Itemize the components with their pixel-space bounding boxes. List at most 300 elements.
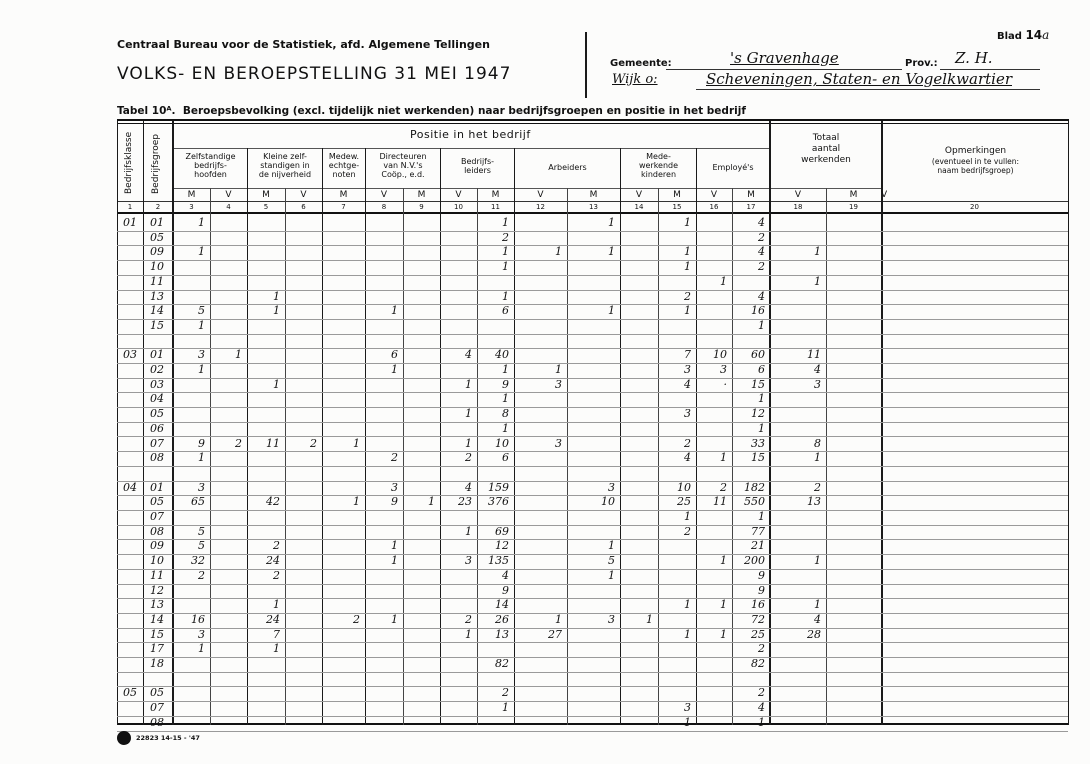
groep-code: 07 [150, 510, 164, 523]
value-cell: 11 [266, 437, 280, 450]
value-cell: 2 [684, 437, 691, 450]
table-bottom-border [117, 723, 1069, 725]
value-cell: 2 [198, 569, 205, 582]
value-cell: 1 [684, 304, 691, 317]
value-cell: 6 [502, 451, 509, 464]
value-cell: 4 [502, 569, 509, 582]
value-cell: 1 [198, 363, 205, 376]
value-cell: 16 [751, 598, 765, 611]
value-cell: 2 [758, 231, 765, 244]
klasse-code: 05 [123, 686, 137, 699]
groep-code: 14 [150, 613, 164, 626]
column-number: 7 [341, 203, 346, 211]
value-cell: 182 [744, 481, 765, 494]
row-rule [117, 363, 1068, 364]
value-cell: 1 [198, 319, 205, 332]
value-cell: 3 [198, 348, 205, 361]
mv-label: M [849, 190, 858, 200]
value-cell: 1 [608, 304, 615, 317]
row-rule [117, 436, 1068, 437]
value-cell: 9 [758, 569, 765, 582]
value-cell: 25 [751, 628, 765, 641]
provincie-label: Prov.: [905, 58, 938, 69]
column-number: 6 [301, 203, 306, 211]
value-cell: 3 [720, 363, 727, 376]
value-cell: 4 [465, 481, 472, 494]
value-cell: 1 [391, 363, 398, 376]
row-rule [117, 657, 1068, 658]
gemeente-label: Gemeente: [610, 58, 672, 69]
mv-label: V [455, 190, 462, 200]
column-number: 20 [970, 203, 979, 211]
value-cell: 11 [713, 495, 727, 508]
mv-label: V [380, 190, 388, 200]
value-cell: 3 [608, 481, 615, 494]
value-cell: · [723, 378, 727, 391]
mv-label: M [262, 190, 270, 200]
value-cell: 2 [235, 437, 242, 450]
groep-code: 04 [150, 392, 164, 405]
value-cell: 1 [198, 216, 205, 229]
value-cell: 27 [548, 628, 562, 641]
value-cell: 4 [758, 245, 765, 258]
value-cell: 7 [273, 628, 280, 641]
col-header-totaal: Totaal aantal werkenden [801, 133, 851, 165]
value-cell: 1 [465, 437, 472, 450]
value-cell: 1 [814, 554, 821, 567]
column-number: 2 [155, 203, 161, 211]
form-code: 22823 14-15 - '47 [136, 734, 200, 742]
value-cell: 82 [751, 657, 765, 670]
value-cell: 1 [273, 642, 280, 655]
value-cell: 1 [684, 216, 691, 229]
value-cell: 1 [646, 613, 653, 626]
value-cell: 1 [198, 642, 205, 655]
value-cell: 376 [488, 495, 509, 508]
value-cell: 1 [465, 628, 472, 641]
mv-label: M [491, 190, 500, 200]
value-cell: 2 [391, 451, 398, 464]
census-title: VOLKS- EN BEROEPSTELLING 31 MEI 1947 [117, 64, 512, 84]
printer-logo-icon [117, 731, 131, 745]
row-rule [117, 731, 1068, 732]
groep-code: 01 [150, 481, 164, 494]
value-cell: 9 [391, 495, 398, 508]
value-cell: 42 [266, 495, 280, 508]
provincie-value: Z. H. [955, 49, 993, 67]
value-cell: 5 [198, 539, 205, 552]
groep-code: 13 [150, 290, 164, 303]
groep-code: 06 [150, 422, 164, 435]
row-rule [117, 716, 1068, 717]
mv-split [826, 188, 827, 725]
value-cell: 4 [465, 348, 472, 361]
value-cell: 1 [502, 216, 509, 229]
value-cell: 1 [608, 539, 615, 552]
value-cell: 12 [495, 539, 509, 552]
value-cell: 1 [502, 422, 509, 435]
value-cell: 1 [720, 275, 727, 288]
value-cell: 1 [273, 378, 280, 391]
mv-label: V [635, 190, 643, 200]
value-cell: 1 [758, 716, 765, 729]
value-cell: 28 [807, 628, 821, 641]
value-cell: 72 [751, 613, 765, 626]
col-header-kleine: Kleine zelf- standigen in de nijverheid [258, 152, 312, 179]
groep-code: 13 [150, 598, 164, 611]
column-number: 5 [263, 203, 269, 211]
mv-split [567, 188, 568, 725]
groep-code: 18 [150, 657, 164, 670]
col-header-medewerkende: Mede- werkende kinderen [638, 152, 679, 179]
value-cell: 1 [502, 260, 509, 273]
value-cell: 1 [235, 348, 242, 361]
row-rule [117, 584, 1068, 585]
col-header-bedrijfsleiders: Bedrijfs- leiders [460, 157, 495, 175]
mv-split [285, 188, 286, 725]
value-cell: 1 [684, 628, 691, 641]
mv-label: M [673, 190, 681, 200]
groep-code: 01 [150, 216, 164, 229]
col-header-zelfstandige: Zelfstandige bedrijfs- hoofden [185, 152, 236, 179]
value-cell: 9 [198, 437, 205, 450]
value-cell: 2 [720, 481, 727, 494]
value-cell: 1 [502, 363, 509, 376]
value-cell: 1 [758, 422, 765, 435]
value-cell: 1 [353, 437, 360, 450]
groep-code: 05 [150, 495, 164, 508]
row-rule [117, 451, 1068, 452]
value-cell: 3 [814, 378, 821, 391]
value-cell: 550 [744, 495, 765, 508]
value-cell: 12 [751, 407, 765, 420]
value-cell: 10 [677, 481, 691, 494]
value-cell: 1 [758, 392, 765, 405]
row-rule [117, 525, 1068, 526]
table-top-border [117, 119, 1069, 121]
value-cell: 3 [684, 363, 691, 376]
value-cell: 60 [751, 348, 765, 361]
table-top-border-inner [117, 123, 1069, 124]
value-cell: 10 [713, 348, 727, 361]
value-cell: 1 [720, 598, 727, 611]
value-cell: 4 [684, 451, 691, 464]
header-bottom-line [117, 212, 1069, 214]
value-cell: 1 [814, 451, 821, 464]
value-cell: 2 [758, 642, 765, 655]
groep-code: 09 [150, 539, 164, 552]
column-number: 11 [491, 203, 500, 211]
bedrijfsgroep-header: Bedrijfsgroep [151, 134, 161, 194]
value-cell: 3 [555, 437, 562, 450]
groep-code: 14 [150, 304, 164, 317]
value-cell: 2 [310, 437, 317, 450]
row-rule [117, 510, 1068, 511]
value-cell: 6 [502, 304, 509, 317]
value-cell: 2 [273, 539, 280, 552]
value-cell: 4 [758, 290, 765, 303]
value-cell: 15 [751, 378, 765, 391]
value-cell: 25 [677, 495, 691, 508]
klasse-code: 01 [123, 216, 137, 229]
mv-split [403, 188, 404, 725]
value-cell: 13 [807, 495, 821, 508]
groep-code: 10 [150, 260, 164, 273]
column-number: 16 [709, 203, 719, 211]
row-rule [117, 275, 1068, 276]
row-rule [117, 260, 1068, 261]
row-rule [117, 407, 1068, 408]
value-cell: 1 [502, 290, 509, 303]
value-cell: 15 [751, 451, 765, 464]
value-cell: 33 [751, 437, 765, 450]
value-cell: 1 [502, 392, 509, 405]
value-cell: 1 [814, 598, 821, 611]
value-cell: 5 [198, 525, 205, 538]
table-right-border [1068, 121, 1069, 725]
value-cell: 26 [495, 613, 509, 626]
value-cell: 24 [266, 554, 280, 567]
row-rule [117, 672, 1068, 673]
groep-code: 08 [150, 716, 164, 729]
value-cell: 7 [684, 348, 691, 361]
col-header-employes: Employé's [712, 163, 754, 172]
col-header-opmerkingen: Opmerkingen [944, 146, 1007, 156]
value-cell: 8 [814, 437, 821, 450]
value-cell: 2 [273, 569, 280, 582]
mv-label: M [339, 190, 348, 200]
value-cell: 3 [198, 481, 205, 494]
column-number: 4 [226, 203, 231, 211]
value-cell: 3 [684, 407, 691, 420]
value-cell: 1 [608, 569, 615, 582]
value-cell: 11 [807, 348, 821, 361]
value-cell: 32 [191, 554, 205, 567]
value-cell: 2 [814, 481, 821, 494]
mv-label: V [710, 190, 718, 200]
value-cell: 1 [198, 451, 205, 464]
mv-label: M [187, 190, 196, 200]
row-rule [117, 466, 1068, 467]
value-cell: 1 [608, 245, 615, 258]
value-cell: 1 [465, 525, 472, 538]
value-cell: 2 [465, 451, 472, 464]
value-cell: 1 [758, 319, 765, 332]
value-cell: 10 [601, 495, 615, 508]
value-cell: 9 [502, 584, 509, 597]
value-cell: 1 [608, 216, 615, 229]
value-cell: 1 [391, 304, 398, 317]
value-cell: 2 [758, 686, 765, 699]
sheet-number-label: Blad 14a [997, 28, 1050, 42]
groep-code: 01 [150, 348, 164, 361]
value-cell: 2 [684, 525, 691, 538]
value-cell: 1 [273, 304, 280, 317]
groep-code: 02 [150, 363, 164, 376]
groep-code: 07 [150, 437, 164, 450]
row-rule [117, 686, 1068, 687]
groep-code: 05 [150, 686, 164, 699]
row-rule [117, 392, 1068, 393]
mv-top-line [173, 188, 882, 189]
col-header-arbeiders: Arbeiders [548, 163, 587, 172]
value-cell: 1 [684, 716, 691, 729]
value-cell: 6 [391, 348, 398, 361]
column-number: 9 [419, 203, 424, 211]
value-cell: 23 [458, 495, 472, 508]
value-cell: 2 [465, 613, 472, 626]
column-number: 15 [672, 203, 682, 211]
column-number: 17 [746, 203, 756, 211]
value-cell: 5 [198, 304, 205, 317]
value-cell: 14 [495, 598, 509, 611]
value-cell: 1 [391, 539, 398, 552]
value-cell: 10 [495, 437, 509, 450]
row-rule [117, 231, 1068, 232]
mv-split [210, 188, 211, 725]
column-number: 10 [454, 203, 463, 211]
table-caption: Tabel 10ᴬ. Beroepsbevolking (excl. tijdelijk niet werkenden) naar bedrijfsgroepen en positie in het bedrijf [117, 105, 746, 117]
value-cell: 1 [555, 245, 562, 258]
column-number: 13 [589, 203, 598, 211]
value-cell: 1 [198, 245, 205, 258]
positie-underline [173, 148, 770, 149]
groep-code: 15 [150, 628, 164, 641]
mv-label: M [589, 190, 598, 200]
value-cell: 1 [720, 554, 727, 567]
colnum-top-line [117, 201, 1069, 202]
value-cell: 21 [751, 539, 765, 552]
gemeente-value: 's Gravenhage [730, 49, 839, 67]
value-cell: 6 [758, 363, 765, 376]
column-number: 12 [536, 203, 545, 211]
column-number: 3 [189, 203, 194, 211]
row-rule [117, 701, 1068, 702]
col-header-opmerkingen-note: (eventueel in te vullen: naam bedrijfsgroep) [931, 157, 1020, 175]
value-cell: 5 [608, 554, 615, 567]
groep-code: 07 [150, 701, 164, 714]
value-cell: 2 [502, 686, 509, 699]
header-divider [585, 32, 587, 98]
groep-code: 10 [150, 554, 164, 567]
value-cell: 1 [684, 260, 691, 273]
groep-code: 15 [150, 319, 164, 332]
value-cell: 3 [391, 481, 398, 494]
mv-label: V [881, 190, 888, 200]
value-cell: 82 [495, 657, 509, 670]
value-cell: 3 [198, 628, 205, 641]
mv-label: M [417, 190, 426, 200]
value-cell: 40 [495, 348, 509, 361]
value-cell: 2 [758, 260, 765, 273]
value-cell: 1 [684, 245, 691, 258]
wijk-value: Scheveningen, Staten- en Vogelkwartier [706, 70, 1012, 88]
column-number: 19 [849, 203, 858, 211]
mv-label: V [300, 190, 307, 200]
value-cell: 1 [814, 245, 821, 258]
value-cell: 2 [684, 290, 691, 303]
value-cell: 65 [191, 495, 205, 508]
groep-code: 12 [150, 584, 164, 597]
groep-code: 11 [150, 569, 164, 582]
col-header-directeuren: Directeuren van N.V.'s Coöp., e.d. [379, 152, 427, 179]
value-cell: 1 [391, 554, 398, 567]
value-cell: 200 [744, 554, 765, 567]
value-cell: 1 [465, 378, 472, 391]
value-cell: 1 [502, 245, 509, 258]
value-cell: 2 [353, 613, 360, 626]
row-rule [117, 348, 1068, 349]
value-cell: 4 [758, 701, 765, 714]
value-cell: 1 [684, 510, 691, 523]
row-rule [117, 319, 1068, 320]
value-cell: 1 [273, 290, 280, 303]
value-cell: 24 [266, 613, 280, 626]
value-cell: 1 [720, 628, 727, 641]
value-cell: 4 [758, 216, 765, 229]
groep-code: 08 [150, 525, 164, 538]
row-rule [117, 422, 1068, 423]
bureau-title: Centraal Bureau voor de Statistiek, afd. Algemene Tellingen [117, 38, 490, 51]
value-cell: 9 [758, 584, 765, 597]
value-cell: 3 [465, 554, 472, 567]
groep-code: 03 [150, 378, 164, 391]
value-cell: 135 [488, 554, 509, 567]
value-cell: 2 [502, 231, 509, 244]
value-cell: 1 [391, 613, 398, 626]
value-cell: 3 [608, 613, 615, 626]
value-cell: 4 [814, 363, 821, 376]
value-cell: 1 [273, 598, 280, 611]
mv-label: V [794, 190, 802, 200]
value-cell: 4 [684, 378, 691, 391]
value-cell: 16 [191, 613, 205, 626]
value-cell: 1 [684, 598, 691, 611]
positie-header: Positie in het bedrijf [410, 128, 531, 141]
groep-code: 05 [150, 407, 164, 420]
groep-code: 17 [150, 642, 164, 655]
value-cell: 1 [814, 275, 821, 288]
value-cell: 13 [495, 628, 509, 641]
value-cell: 1 [465, 407, 472, 420]
value-cell: 1 [353, 495, 360, 508]
groep-code: 08 [150, 451, 164, 464]
value-cell: 77 [751, 525, 765, 538]
row-rule [117, 334, 1068, 335]
mv-label: M [747, 190, 755, 200]
groep-code: 11 [150, 275, 164, 288]
bedrijfsklasse-header: Bedrijfsklasse [124, 131, 134, 194]
wijk-label: Wijk o: [612, 72, 658, 87]
column-number: 18 [793, 203, 803, 211]
col-header-medew: Medew. echtge- noten [328, 152, 360, 179]
value-cell: 1 [758, 510, 765, 523]
mv-label: V [537, 190, 544, 200]
klasse-code: 04 [123, 481, 137, 494]
value-cell: 1 [555, 363, 562, 376]
column-number: 8 [381, 203, 387, 211]
value-cell: 1 [428, 495, 435, 508]
value-cell: 69 [495, 525, 509, 538]
value-cell: 1 [720, 451, 727, 464]
value-cell: 1 [502, 701, 509, 714]
value-cell: 8 [502, 407, 509, 420]
value-cell: 9 [502, 378, 509, 391]
column-number: 1 [127, 203, 133, 211]
value-cell: 1 [555, 613, 562, 626]
column-number: 14 [634, 203, 644, 211]
groep-code: 05 [150, 231, 164, 244]
